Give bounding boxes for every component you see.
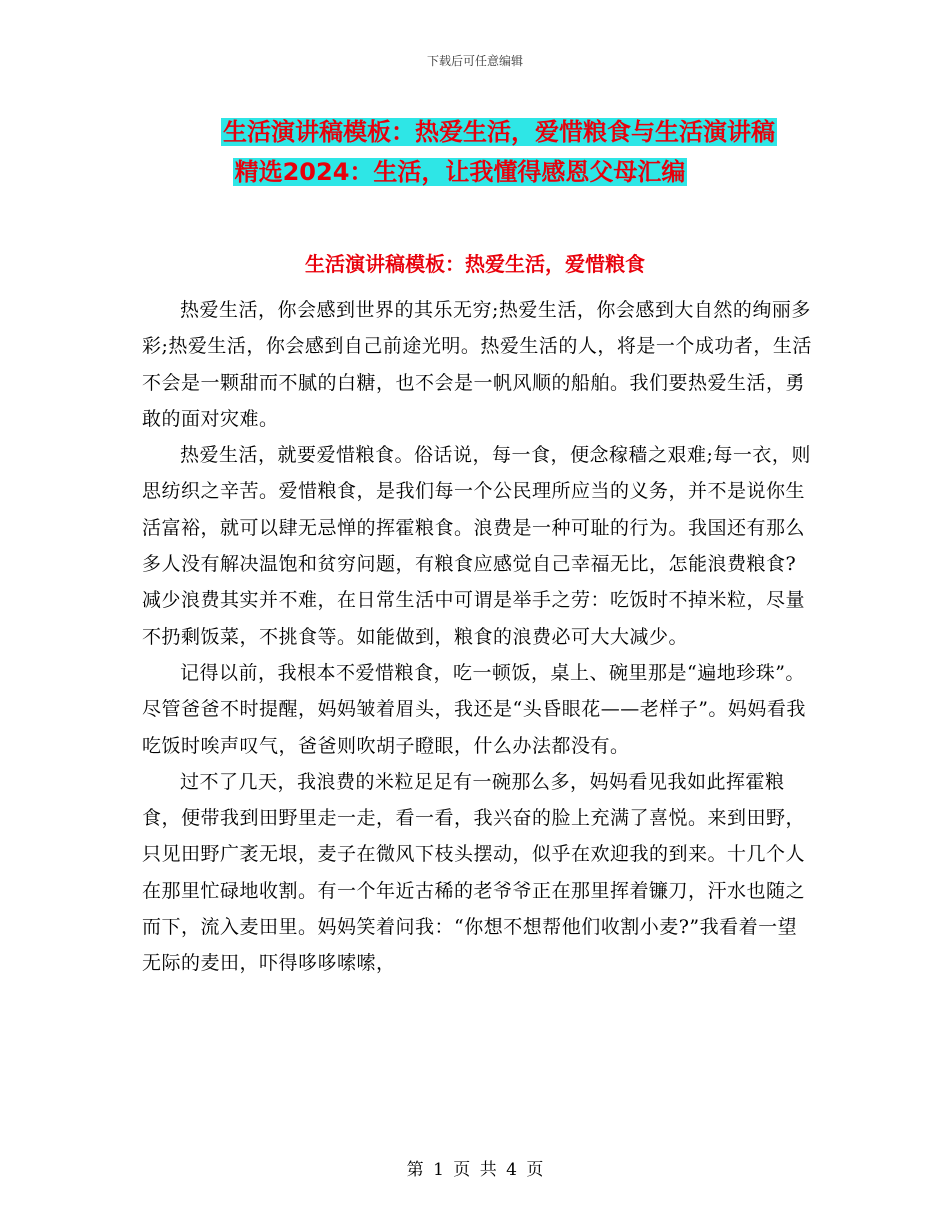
page-header-note: 下载后可任意编辑 (426, 54, 523, 68)
page-number-footer: 第 1 页 共 4 页 (406, 1160, 544, 1180)
document-title (0, 112, 950, 192)
title-line-1-text: 生活演讲稿模板：热爱生活，爱惜粮食与生活演讲稿 (223, 118, 775, 146)
section-heading: 生活演讲稿模板：热爱生活，爱惜粮食 (305, 252, 645, 276)
paragraph-3: 记得以前，我根本不爱惜粮食，吃一顿饭，桌上、碗里那是“遍地珍珠”。尽管爸爸不时提醒，妈妈皱着眉头，我还是“头昏眼花——老样子”。妈妈看我吃饭时唉声叹气，爸爸则吹胡子瞪眼，什么办法都没有。 (142, 661, 806, 757)
paragraph-2: 热爱生活，就要爱惜粮食。俗话说，每一食，便念稼穑之艰难;每一衣，则思纺织之辛苦。爱惜粮食，是我们每一个公民理所应当的义务，并不是说你生活富裕，就可以肆无忌惮的挥霍粮食。浪费是一种可耻的行为。我国还有那么多人没有解决温饱和贫穷问题，有粮食应感觉自己幸福无比，怎能浪费粮食?减少浪费其实并不难，在日常生活中可谓是举手之劳：吃饭时不掉米粒，尽量不扔剩饭菜，不挑食等。如能做到，粮食的浪费必可大大减少。 (142, 444, 811, 648)
title-line-2-text: 精选2024：生活，让我懂得感恩父母汇编 (234, 158, 686, 186)
paragraph-1: 热爱生活，你会感到世界的其乐无穷;热爱生活，你会感到大自然的绚丽多彩;热爱生活，你会感到自己前途光明。热爱生活的人，将是一个成功者，生活不会是一颗甜而不腻的白糖，也不会是一帆风顺的船舶。我们要热爱生活，勇敢的面对灾难。 (142, 299, 812, 430)
title-line-1 (48, 112, 950, 152)
paragraph-4: 过不了几天，我浪费的米粒足足有一碗那么多，妈妈看见我如此挥霍粮食，便带我到田野里走一走，看一看，我兴奋的脸上充满了喜悦。来到田野，只见田野广袤无垠，麦子在微风下枝头摆动，似乎在欢迎我的到来。十几个人在那里忙碌地收割。有一个年近古稀的老爷爷正在那里挥着镰刀，汗水也随之而下，流入麦田里。妈妈笑着问我：“你想不想帮他们收割小麦?”我看着一望无际的麦田，吓得哆哆嗦嗦， (142, 770, 806, 975)
title-line-2 (0, 152, 950, 192)
article-body (142, 292, 814, 982)
